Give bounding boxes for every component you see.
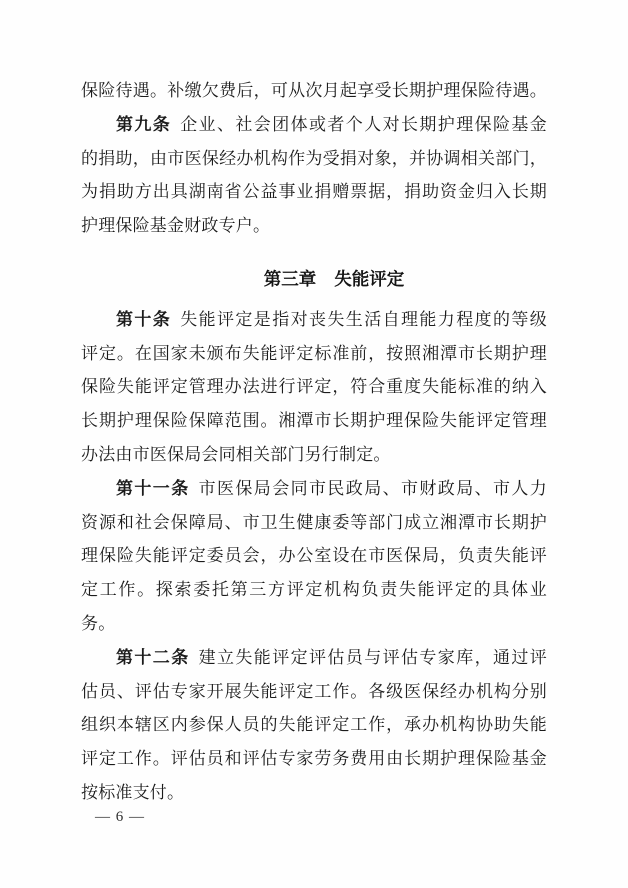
- article-text: 建立失能评定评估员与评估专家库，通过评: [198, 647, 547, 667]
- chapter-heading: [81, 263, 547, 297]
- article-text: 失能评定是指对丧失生活自理能力程度的等级: [180, 309, 547, 329]
- text-line: 资源和社会保障局、市卫生健康委等部门成立湘潭市长期护: [81, 512, 547, 532]
- text-line: 保险失能评定管理办法进行评定，符合重度失能标准的纳入: [81, 377, 547, 397]
- text-line: 理保险失能评定委员会，办公室设在市医保局，负责失能评: [81, 546, 547, 566]
- document-body: [81, 74, 547, 810]
- article-text: 企业、社会团体或者个人对长期护理保险基金: [180, 114, 547, 134]
- text-line: 务。: [81, 613, 116, 633]
- text-line: 评定工作。评估员和评估专家劳务费用由长期护理保险基金: [81, 749, 547, 769]
- article-number: 第十条: [116, 309, 172, 329]
- text-line: 为捐助方出具湖南省公益事业捐赠票据，捐助资金归入长期: [81, 182, 547, 202]
- text-line: 保险待遇。补缴欠费后，可从次月起享受长期护理保险待遇。: [81, 81, 547, 100]
- text-line: 按标准支付。: [81, 782, 185, 802]
- article-number: 第十二条: [116, 647, 190, 667]
- text-line: 评定。在国家未颁布失能评定标准前，按照湘潭市长期护理: [81, 343, 547, 363]
- page-number: — 6 —: [95, 808, 145, 825]
- text-line: 办法由市医保局会同相关部门另行制定。: [81, 444, 391, 464]
- text-line: 护理保险基金财政专户。: [81, 216, 271, 236]
- text-line: [81, 303, 547, 337]
- text-line: [81, 641, 547, 675]
- text-line: 的捐助，由市医保经办机构作为受捐对象，并协调相关部门，: [81, 148, 547, 168]
- text-line: 定工作。探索委托第三方评定机构负责失能评定的具体业: [81, 580, 547, 600]
- text-line: [81, 108, 547, 142]
- text-line: 估员、评估专家开展失能评定工作。各级医保经办机构分别: [81, 681, 547, 701]
- text-line: [81, 472, 547, 506]
- text-line: 长期护理保险保障范围。湘潭市长期护理保险失能评定管理: [81, 411, 547, 431]
- chapter-number: 第三章: [263, 268, 317, 289]
- text-line: 组织本辖区内参保人员的失能评定工作，承办机构协助失能: [81, 715, 547, 735]
- article-number: 第十一条: [116, 478, 190, 498]
- article-text: 市医保局会同市民政局、市财政局、市人力: [198, 478, 547, 498]
- chapter-title: 失能评定: [334, 268, 405, 289]
- article-number: 第九条: [116, 114, 172, 134]
